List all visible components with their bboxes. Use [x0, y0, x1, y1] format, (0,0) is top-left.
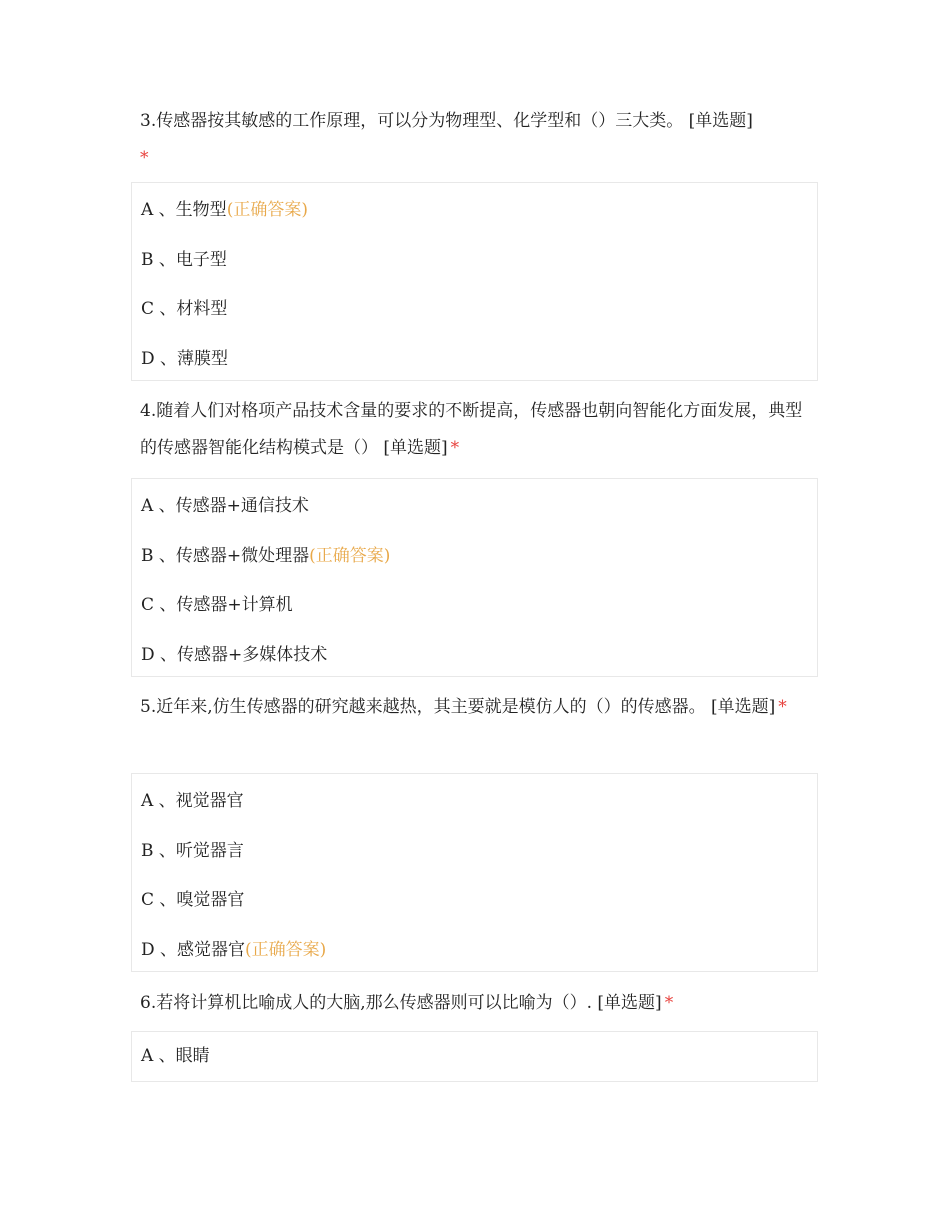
- option-a[interactable]: [132, 777, 817, 827]
- option-a[interactable]: [132, 1032, 817, 1081]
- option-label: B 、传感器+微处理器: [141, 545, 310, 566]
- option-a[interactable]: [132, 482, 817, 532]
- option-label: D 、薄膜型: [141, 348, 229, 369]
- option-b[interactable]: [132, 532, 817, 582]
- option-d[interactable]: [132, 926, 817, 976]
- correct-answer-note: (正确答案): [226, 200, 308, 220]
- correct-answer-note: (正确答案): [245, 939, 327, 960]
- question-text: 3.传感器按其敏感的工作原理，可以分为物理型、化学型和（）三大类。 [单选题]: [140, 111, 753, 131]
- option-label: D 、传感器+多媒体技术: [141, 644, 328, 665]
- option-label: A 、眼睛: [141, 1046, 210, 1066]
- option-label: A 、传感器+通信技术: [141, 496, 309, 516]
- question-5-title: [140, 689, 812, 726]
- question-4-options: [131, 478, 818, 677]
- option-a[interactable]: [132, 186, 817, 236]
- required-mark: *: [450, 438, 460, 458]
- option-b[interactable]: [132, 236, 817, 286]
- question-6-title: [140, 985, 812, 1022]
- question-text: 4.随着人们对格项产品技术含量的要求的不断提高，传感器也朝向智能化方面发展，典型的传感器智能化结构模式是（） [单选题]: [140, 401, 803, 458]
- option-c[interactable]: [132, 285, 817, 335]
- option-c[interactable]: [132, 581, 817, 631]
- question-4-title: [140, 393, 812, 467]
- option-d[interactable]: [132, 335, 817, 385]
- required-mark: *: [140, 148, 149, 168]
- question-3-title: [140, 103, 812, 177]
- option-d[interactable]: [132, 631, 817, 681]
- required-mark: *: [778, 697, 787, 717]
- option-label: A 、生物型: [141, 200, 227, 220]
- question-text: 5.近年来,仿生传感器的研究越来越热，其主要就是模仿人的（）的传感器。 [单选题]: [140, 697, 776, 717]
- required-mark: *: [664, 993, 674, 1013]
- option-label: C 、传感器+计算机: [141, 595, 293, 615]
- option-c[interactable]: [132, 876, 817, 926]
- question-text: 6.若将计算机比喻成人的大脑,那么传感器则可以比喻为（）. [单选题]: [140, 993, 662, 1013]
- option-label: C 、嗅觉器官: [141, 890, 245, 910]
- option-label: B 、电子型: [141, 249, 227, 270]
- question-6-options: [131, 1031, 818, 1082]
- question-3-options: [131, 182, 818, 381]
- option-b[interactable]: [132, 827, 817, 877]
- option-label: A 、视觉器官: [141, 791, 244, 811]
- correct-answer-note: (正确答案): [309, 545, 391, 566]
- option-label: C 、材料型: [141, 299, 228, 319]
- option-label: D 、感觉器官: [141, 939, 246, 960]
- question-5-options: [131, 773, 818, 972]
- option-label: B 、听觉器言: [141, 840, 244, 861]
